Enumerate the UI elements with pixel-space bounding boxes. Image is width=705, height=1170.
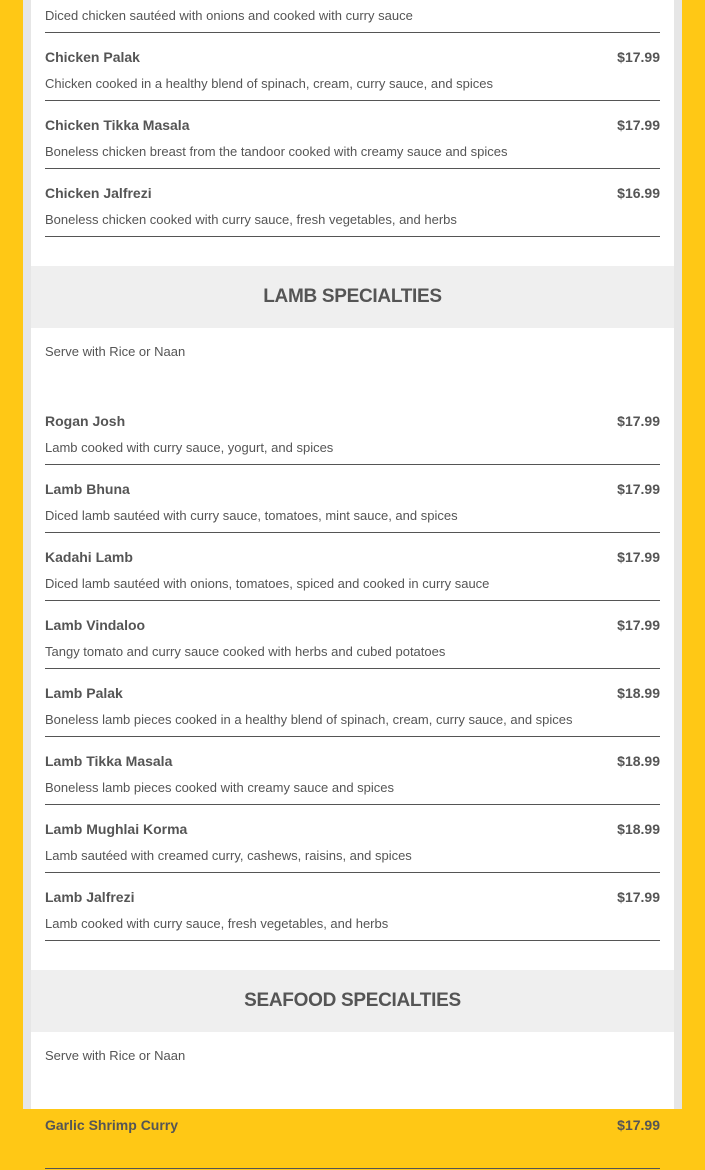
section-spacer — [31, 238, 674, 266]
menu-item-price: $18.99 — [617, 753, 660, 769]
category-header-seafood: SEAFOOD SPECIALTIES — [31, 970, 674, 1032]
menu-panel — [31, 0, 674, 1133]
category-note: Serve with Rice or Naan — [45, 344, 186, 359]
chicken-items — [31, 0, 674, 237]
menu-item-name: Kadahi Lamb — [45, 549, 133, 565]
menu-item[interactable] — [45, 102, 660, 169]
menu-item[interactable] — [45, 738, 660, 805]
menu-item-price: $17.99 — [617, 481, 660, 497]
page-frame — [23, 0, 682, 1133]
menu-item-description: Lamb cooked with curry sauce, fresh vegetables, and herbs — [45, 916, 389, 931]
menu-item-price: $17.99 — [617, 617, 660, 633]
menu-item-price: $17.99 — [617, 49, 660, 65]
menu-item[interactable] — [45, 466, 660, 533]
menu-item[interactable] — [45, 602, 660, 669]
menu-item[interactable] — [45, 534, 660, 601]
menu-item-description: Tangy tomato and curry sauce cooked with herbs and cubed potatoes — [45, 644, 446, 659]
menu-item[interactable] — [45, 874, 660, 941]
menu-item[interactable] — [45, 170, 660, 237]
menu-item-price: $17.99 — [617, 413, 660, 429]
menu-item[interactable] — [45, 398, 660, 465]
menu-item-name: Lamb Vindaloo — [45, 617, 146, 633]
menu-item-name: Lamb Tikka Masala — [45, 753, 173, 769]
menu-item-description: Boneless lamb pieces cooked in a healthy blend of spinach, cream, curry sauce, and spices — [45, 712, 573, 727]
category-header-lamb: LAMB SPECIALTIES — [31, 266, 674, 328]
menu-item-price: $17.99 — [617, 117, 660, 133]
menu-item-price: $17.99 — [617, 889, 660, 905]
menu-item-name: Lamb Bhuna — [45, 481, 130, 497]
menu-item-name: Chicken Palak — [45, 49, 140, 65]
menu-item[interactable] — [45, 34, 660, 101]
menu-item[interactable] — [45, 0, 660, 33]
menu-item-name: Lamb Jalfrezi — [45, 889, 135, 905]
menu-item-description: Lamb cooked with curry sauce, yogurt, and spices — [45, 440, 334, 455]
menu-item-price: $18.99 — [617, 685, 660, 701]
menu-item-price: $16.99 — [617, 185, 660, 201]
menu-item-name: Rogan Josh — [45, 413, 126, 429]
menu-item-description: Diced lamb sautéed with onions, tomatoes, spiced and cooked in curry sauce — [45, 576, 490, 591]
menu-item-description: Diced chicken sautéed with onions and cooked with curry sauce — [45, 8, 413, 23]
menu-item-description: Lamb sautéed with creamed curry, cashews, raisins, and spices — [45, 848, 412, 863]
menu-item-name: Lamb Mughlai Korma — [45, 821, 188, 837]
menu-item-name: Garlic Shrimp Curry — [45, 1117, 179, 1133]
menu-item-description: Boneless chicken breast from the tandoor cooked with creamy sauce and spices — [45, 144, 508, 159]
menu-item[interactable] — [45, 806, 660, 873]
menu-item-description: Boneless chicken cooked with curry sauce, fresh vegetables, and herbs — [45, 212, 457, 227]
menu-item-name: Lamb Palak — [45, 685, 123, 701]
menu-item-name: Chicken Jalfrezi — [45, 185, 152, 201]
menu-scroll-content[interactable] — [31, 0, 674, 1170]
seafood-items — [31, 1102, 674, 1169]
menu-item[interactable] — [45, 1102, 660, 1169]
menu-item-price: $17.99 — [617, 549, 660, 565]
category-note: Serve with Rice or Naan — [45, 1048, 186, 1063]
section-spacer — [31, 942, 674, 970]
menu-item-name: Chicken Tikka Masala — [45, 117, 190, 133]
menu-item-description: Chicken cooked in a healthy blend of spinach, cream, curry sauce, and spices — [45, 76, 494, 91]
menu-item-price: $17.99 — [617, 1117, 660, 1133]
menu-item-description: Diced lamb sautéed with curry sauce, tomatoes, mint sauce, and spices — [45, 508, 458, 523]
menu-item-price: $18.99 — [617, 821, 660, 837]
menu-item[interactable] — [45, 670, 660, 737]
lamb-items — [31, 398, 674, 941]
menu-item-description: Boneless lamb pieces cooked with creamy sauce and spices — [45, 780, 395, 795]
